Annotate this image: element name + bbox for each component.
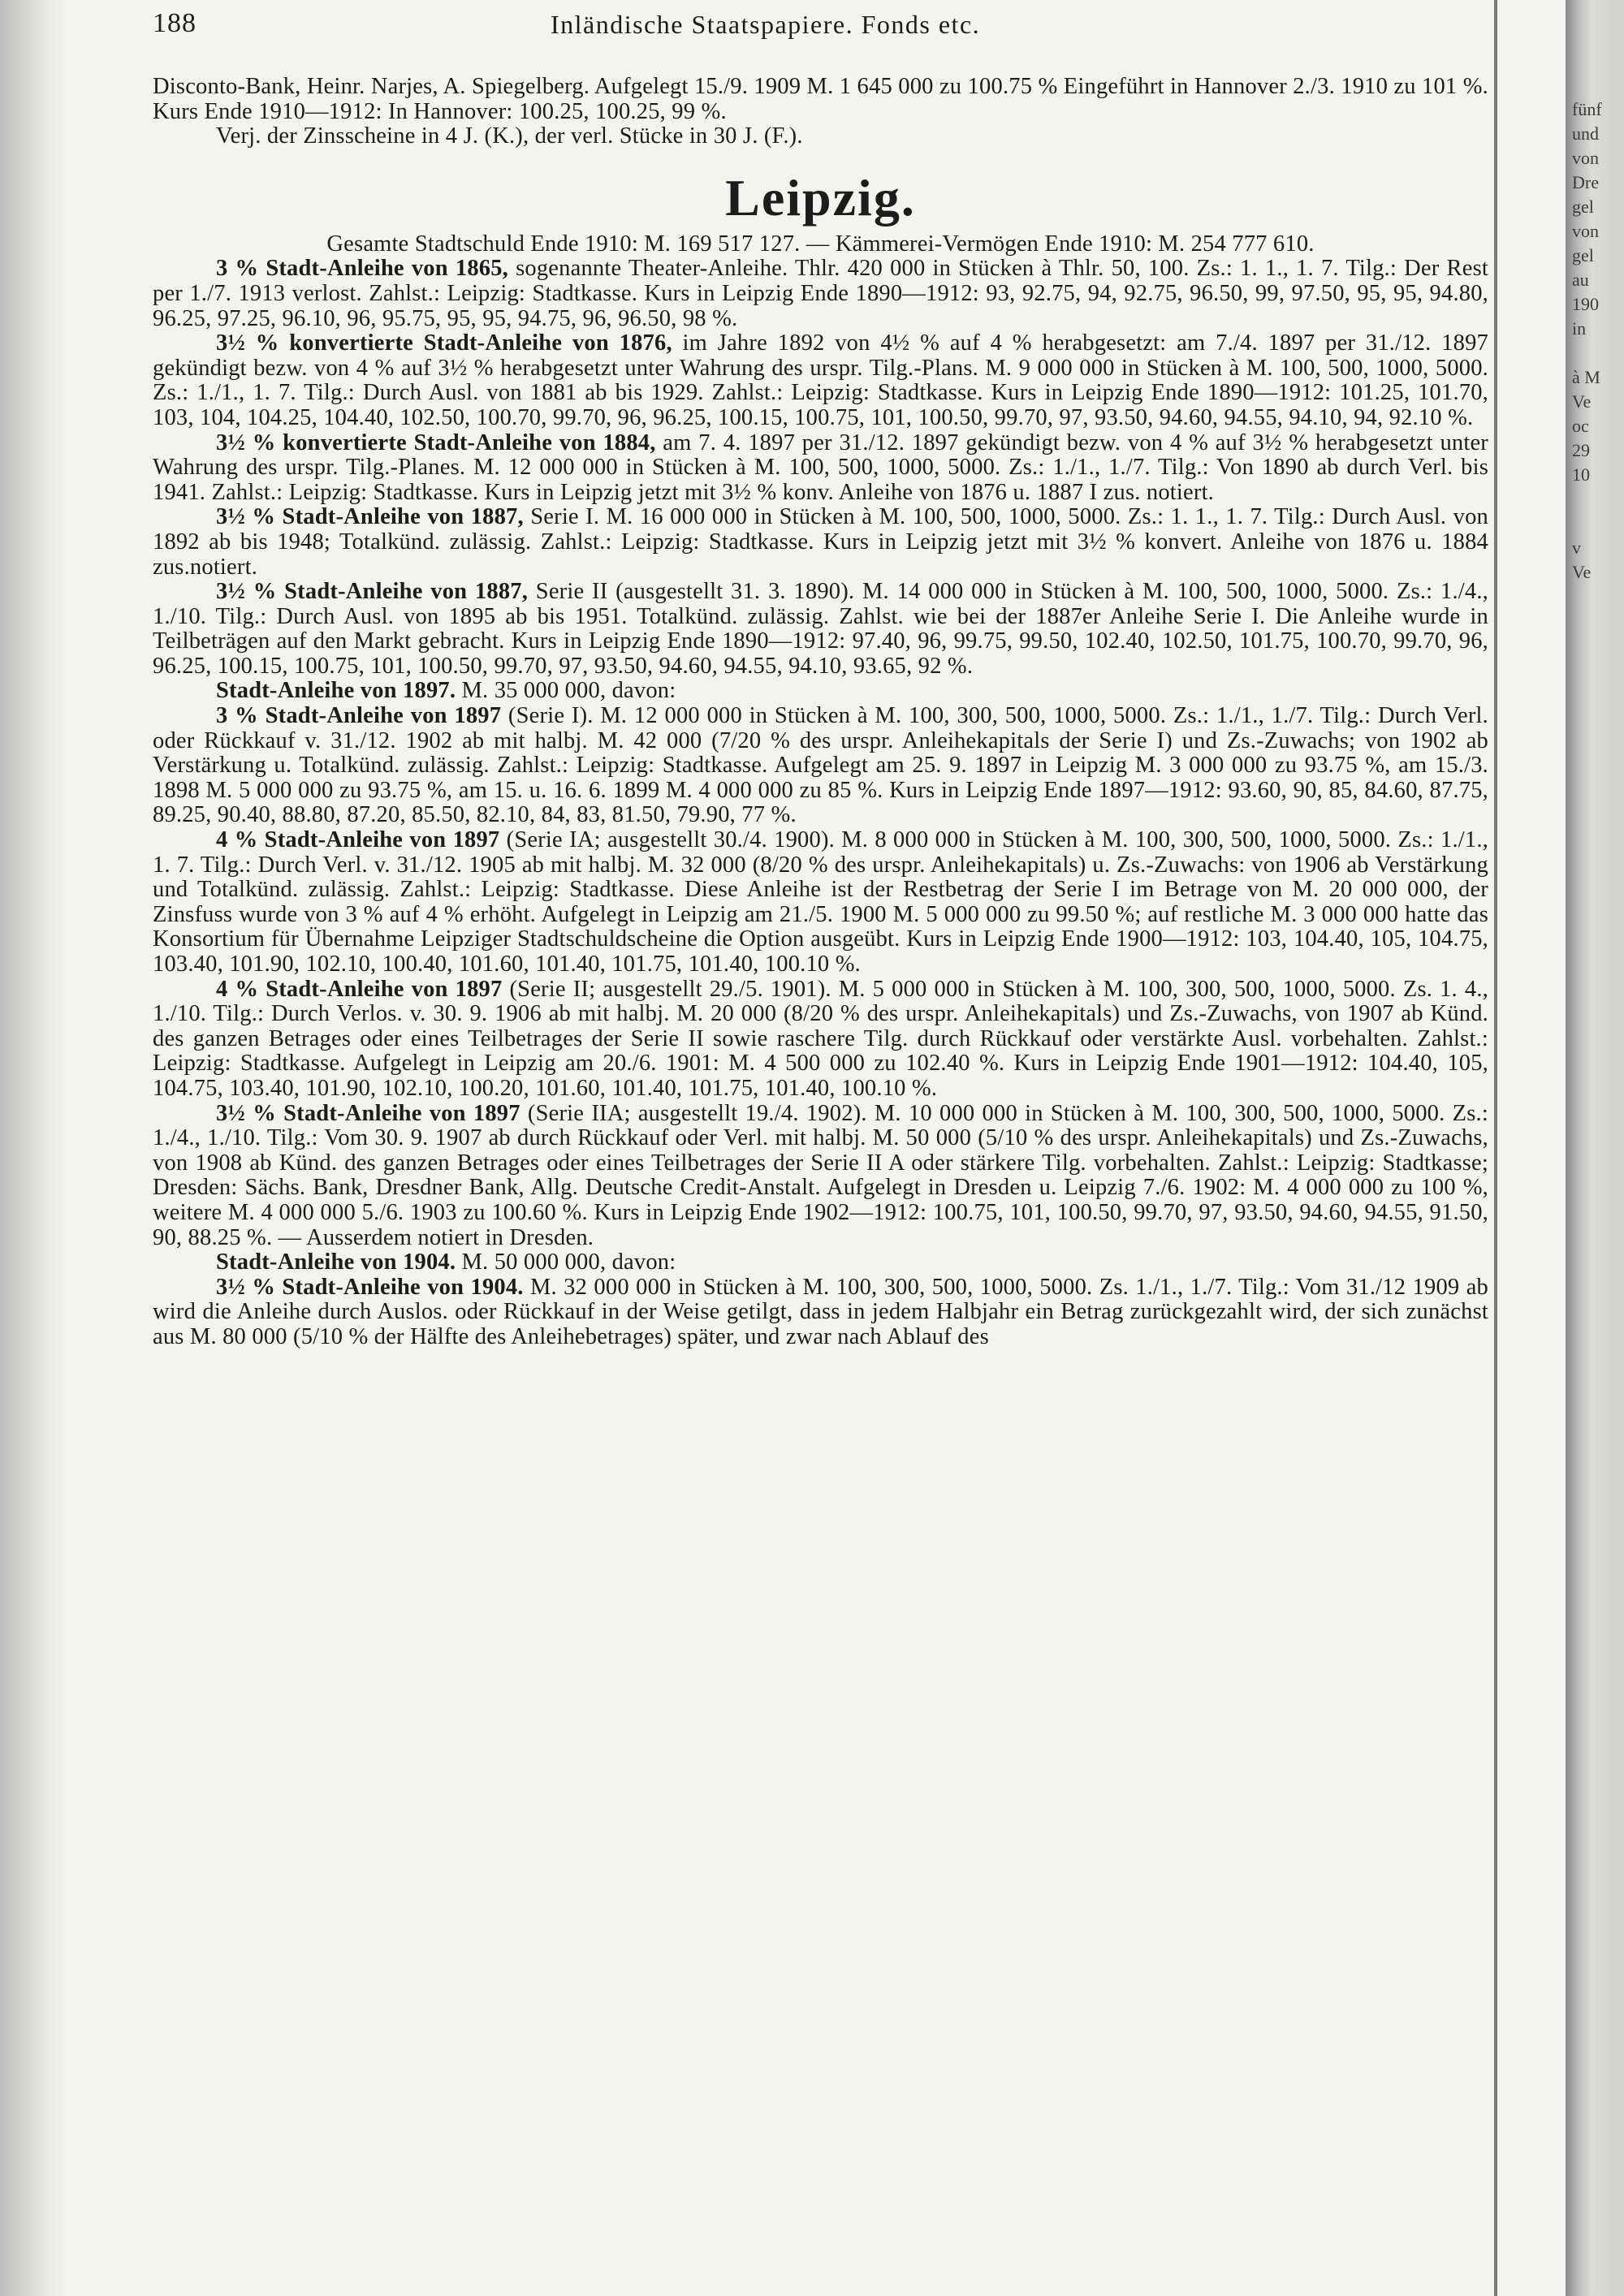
fragment-line: oc [1572, 416, 1589, 436]
bond-text: sogenannte Theater-Anleihe. Thlr. 420 000 in Stücken à Thlr. 50, 100. Zs.: 1. 1., 1. 7. Tilg.: Der Rest per 1./7. 1913 verlost. Zahlst.: Leipzig: Stadtkasse. Kurs in Leipzig Ende 1890—1912: 93, 92.75, 94, 92.75, 96.50, 99, 97.50, 95, 95, 94.80, 96.25, 97.25, 96.10, 96, 95.75, 95, 95, 94.75, 96, 96.50, 98 %. [153, 256, 1489, 331]
bond-entry [153, 1102, 1488, 1251]
bond-group-heading [153, 1250, 1488, 1275]
bond-entry [153, 331, 1488, 430]
bond-title: 3½ % Stadt-Anleihe von 1904. [216, 1274, 524, 1300]
bond-text: (Serie I). M. 12 000 000 in Stücken à M. 100, 300, 500, 1000, 5000. Zs.: 1./1., 1./7. Tilg.: Durch Verl. oder Rückkauf v. 31./12. 1902 ab mit halbj. M. 42 000 (7/20 % des urspr. Anleihekapitals der Serie I) und Zs.-Zuwachs; von 1902 ab Verstärkung u. Totalkünd. zulässig. Zahlst.: Leipzig: Stadtkasse. Aufgelegt am 25. 9. 1897 in Leipzig M. 3 000 000 zu 93.75 %, am 15./3. 1898 M. 5 000 000 zu 93.75 %, am 15. u. 16. 6. 1899 M. 4 000 000 zu 85 %. Kurs in Leipzig Ende 1897—1912: 93.60, 90, 85, 84.60, 87.75, 89.25, 90.40, 88.80, 87.20, 85.50, 82.10, 84, 83, 81.50, 79.90, 77 %. [153, 703, 1488, 828]
page-fold-shadow [1494, 0, 1497, 2296]
adjacent-page-fragment [1572, 97, 1624, 585]
fragment-line: 10 [1572, 464, 1590, 485]
bond-title: 3½ % Stadt-Anleihe von 1897 [216, 1100, 520, 1126]
bond-title: 3 % Stadt-Anleihe von 1865, [216, 256, 509, 282]
bond-title: 4 % Stadt-Anleihe von 1897 [216, 976, 503, 1002]
bond-text: M. 50 000 000, davon: [456, 1249, 676, 1275]
bond-title: 4 % Stadt-Anleihe von 1897 [216, 827, 500, 853]
bond-title: 3½ % konvertierte Stadt-Anleihe von 1884, [216, 429, 656, 455]
fragment-line: Ve [1572, 562, 1592, 582]
page-header [153, 8, 1492, 49]
bond-title: Stadt-Anleihe von 1904. [216, 1249, 456, 1275]
bond-entry [153, 1275, 1488, 1350]
bond-text: (Serie II; ausgestellt 29./5. 1901). M. 5 000 000 in Stücken à M. 100, 300, 500, 1000, 5000. Zs. 1. 4., 1./10. Tilg.: Durch Verlos. v. 30. 9. 1906 ab mit halbj. M. 20 000 (8/20 % des urspr. Anleihekapitals) und Zs.-Zuwachs, von 1907 ab Künd. des ganzen Betrages oder eines Teilbetrages der Serie II sowie raschere Tilg. durch Rückkauf oder verstärkte Ausl. vorbehalten. Zahlst.: Leipzig: Stadtkasse. Aufgelegt in Leipzig am 20./6. 1901: M. 4 500 000 zu 102.40 %. Kurs in Leipzig Ende 1901—1912: 104.40, 105, 104.75, 103.40, 101.90, 102.10, 100.20, 101.60, 101.40, 101.75, 101.40, 100.10 %. [153, 976, 1488, 1101]
bond-entry [153, 704, 1488, 828]
fragment-line: Dre [1572, 172, 1599, 192]
bond-entry [153, 828, 1488, 978]
bond-text: Serie II (ausgestellt 31. 3. 1890). M. 14 000 000 in Stücken à M. 100, 500, 1000, 5000. Zs.: 1./4., 1./10. Tilg.: Durch Ausl. von 1895 ab bis 1951. Totalkünd. zulässig. Zahlst. wie bei der 1887er Anleihe Serie I. Die Anleihe wurde in Teilbeträgen auf den Markt gebracht. Kurs in Leipzig Ende 1890—1912: 97.40, 96, 99.75, 99.50, 102.40, 102.50, 101.75, 100.70, 99.70, 96, 96.25, 100.15, 100.75, 101, 100.50, 99.70, 97, 93.50, 94.60, 94.55, 94.10, 93.65, 92 %. [153, 579, 1488, 679]
debt-summary: Gesamte Stadtschuld Ende 1910: M. 169 517 127. — Kämmerei-Vermögen Ende 1910: M. 254 777 610. [326, 231, 1315, 257]
fragment-line: au [1572, 270, 1589, 290]
fragment-line: von [1572, 148, 1599, 168]
fragment-line: in [1572, 318, 1587, 339]
fragment-line: gel [1572, 196, 1594, 217]
fragment-line: 29 [1572, 440, 1590, 460]
fragment-line [1572, 487, 1624, 511]
page-number: 188 [153, 8, 197, 38]
fragment-line [1572, 341, 1624, 365]
fragment-line: gel [1572, 245, 1594, 265]
bond-entry [153, 505, 1488, 580]
bond-entry [153, 257, 1488, 331]
bond-entry [153, 431, 1488, 506]
bond-title: Stadt-Anleihe von 1897. [216, 678, 456, 704]
bond-text: Serie I. M. 16 000 000 in Stücken à M. 100, 500, 1000, 5000. Zs.: 1. 1., 1. 7. Tilg.: Durch Ausl. von 1892 ab bis 1948; Totalkünd. zulässig. Zahlst.: Leipzig: Stadtkasse. Kurs in Leipzig jetzt mit 3½ % konvert. Anleihe von 1876 u. 1884 zus.notiert. [153, 504, 1488, 580]
bond-title: 3½ % Stadt-Anleihe von 1887, [216, 504, 524, 530]
bond-text: (Serie IA; ausgestellt 30./4. 1900). M. 8 000 000 in Stücken à M. 100, 300, 500, 1000, 5000. Zs.: 1./1., 1. 7. Tilg.: Durch Verl. v. 31./12. 1905 ab mit halbj. M. 32 000 (8/20 % des urspr. Anleihekapitals) u. Zs.-Zuwachs: von 1906 ab Verstärkung und Totalkünd. zulässig. Zahlst.: Leipzig: Stadtkasse. Diese Anleihe ist der Restbetrag der Serie I im Betrage von M. 20 000 000, der Zinsfuss wurde von 3 % auf 4 % erhöht. Aufgelegt in Leipzig am 21./5. 1900 M. 5 000 000 zu 99.50 %; auf restliche M. 3 000 000 hatte das Konsortium für Übernahme Leipziger Stadtschuldscheine die Option ausgeübt. Kurs in Leipzig Ende 1900—1912: 103, 104.40, 105, 104.75, 103.40, 101.90, 102.10, 100.40, 101.60, 101.40, 101.75, 101.40, 100.10 %. [153, 827, 1488, 977]
fragment-line [1572, 511, 1624, 536]
fragment-line: von [1572, 221, 1599, 241]
fragment-line: und [1572, 123, 1599, 144]
intro-paragraph: Disconto-Bank, Heinr. Narjes, A. Spiegelberg. Aufgelegt 15./9. 1909 M. 1 645 000 zu 100.75 % Eingeführt in Hannover 2./3. 1910 zu 101 %. Kurs Ende 1910—1912: In Hannover: 100.25, 100.25, 99 %. [153, 74, 1488, 124]
fragment-line: à M [1572, 367, 1600, 387]
bond-text: am 7. 4. 1897 per 31./12. 1897 gekündigt bezw. von 4 % auf 3½ % herabgesetzt unter Wahrung des urspr. Tilg.-Planes. M. 12 000 000 in Stücken à M. 100, 500, 1000, 5000. Zs.: 1./1., 1./7. Tilg.: Von 1890 ab durch Verl. bis 1941. Zahlst.: Leipzig: Stadtkasse. Kurs in Leipzig jetzt mit 3½ % konv. Anleihe von 1876 u. 1887 I zus. notiert. [153, 429, 1488, 505]
bond-text: im Jahre 1892 von 4½ % auf 4 % herabgesetzt: am 7./4. 1897 per 31./12. 1897 gekündigt bezw. von 4 % auf 3½ % herabgesetzt unter Wahrung des urspr. Tilg.-Plans. M. 9 000 000 in Stücken à M. 100, 500, 1000, 5000. Zs.: 1./1., 1. 7. Tilg.: Durch Ausl. von 1881 ab bis 1929. Zahlst.: Leipzig: Stadtkasse. Kurs in Leipzig Ende 1890—1912: 101.25, 101.70, 103, 104, 104.25, 104.40, 102.50, 100.70, 99.70, 96, 96.25, 100.15, 100.75, 101, 100.50, 99.70, 97, 93.50, 94.60, 94.55, 94.10, 94, 92.10 %. [153, 330, 1488, 430]
bond-entries [153, 257, 1488, 1349]
bond-text: M. 32 000 000 in Stücken à M. 100, 300, 500, 1000, 5000. Zs. 1./1., 1./7. Tilg.: Vom 31./12 1909 ab wird die Anleihe durch Auslos. oder Rückkauf in der Weise getilgt, dass in jedem Halbjahr ein Betrag zurückgezahlt wird, der sich zunächst aus M. 80 000 (5/10 % der Hälfte des Anleihebetrages) später, und zwar nach Ablauf des [153, 1274, 1488, 1349]
city-heading: Leipzig. [725, 168, 916, 227]
intro-note: Verj. der Zinsscheine in 4 J. (K.), der verl. Stücke in 30 J. (F.). [216, 123, 803, 149]
fragment-line: Ve [1572, 391, 1592, 412]
bond-title: 3½ % Stadt-Anleihe von 1887, [216, 579, 529, 605]
left-gutter-shadow [0, 0, 65, 2296]
page-body [153, 75, 1488, 1350]
bond-title: 3 % Stadt-Anleihe von 1897 [216, 703, 502, 729]
running-head: Inländische Staatspapiere. Fonds etc. [551, 10, 981, 39]
fragment-line: fünf [1572, 99, 1602, 119]
bond-text: (Serie IIA; ausgestellt 19./4. 1902). M. 10 000 000 in Stücken à M. 100, 300, 500, 1000, 5000. Zs.: 1./4., 1./10. Tilg.: Vom 30. 9. 1907 ab durch Rückkauf oder Verl. mit halbj. M. 50 000 (5/10 % des urspr. Anleihekapitals) und Zs.-Zuwachs, von 1908 ab Künd. des ganzen Betrages oder eines Teilbetrages der Serie II A oder stärkere Tilg. vorbehalten. Zahlst.: Leipzig: Stadtkasse; Dresden: Sächs. Bank, Dresdner Bank, Allg. Deutsche Credit-Anstalt. Aufgelegt in Dresden u. Leipzig 7./6. 1902: M. 4 000 000 zu 100 %, weitere M. 4 000 000 5./6. 1903 zu 100.60 %. Kurs in Leipzig Ende 1902—1912: 100.75, 101, 100.50, 99.70, 97, 93.50, 94.60, 94.55, 91.50, 90, 88.25 %. — Ausserdem notiert in Dresden. [153, 1100, 1488, 1250]
bond-text: M. 35 000 000, davon: [456, 678, 676, 704]
bond-entry [153, 978, 1488, 1102]
bond-entry [153, 580, 1488, 679]
bond-group-heading [153, 679, 1488, 704]
fragment-line: v [1572, 537, 1581, 558]
bond-title: 3½ % konvertierte Stadt-Anleihe von 1876, [216, 330, 672, 356]
fragment-line: 190 [1572, 294, 1599, 314]
